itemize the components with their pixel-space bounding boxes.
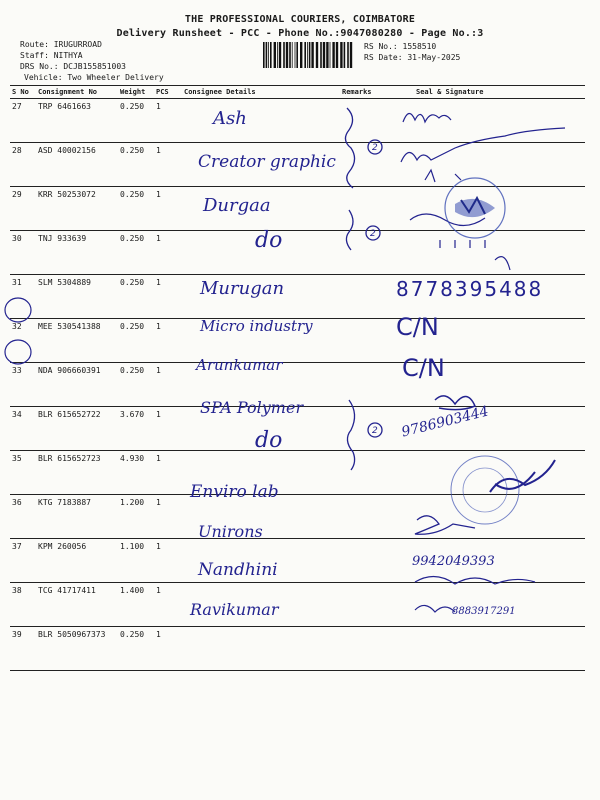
consignee-handwriting: Ash xyxy=(213,108,247,129)
barcode-image xyxy=(263,42,355,68)
signature-phone: 9942049393 xyxy=(412,554,495,569)
consignment-cell: MEE 530541388 xyxy=(36,319,118,363)
pcs-cell: 1 xyxy=(154,495,182,539)
weight-cell: 0.250 xyxy=(118,231,154,275)
table-header-row xyxy=(10,86,585,99)
serial-cell: 27 xyxy=(10,99,36,143)
consignment-cell: KTG 7183887 xyxy=(36,495,118,539)
consignee-handwriting: Enviro lab xyxy=(190,482,279,502)
consignee-handwriting: SPA Polymer xyxy=(200,398,304,417)
consignment-cell: KRR 50253072 xyxy=(36,187,118,231)
weight-cell: 0.250 xyxy=(118,627,154,671)
pcs-cell: 1 xyxy=(154,363,182,407)
remarks-cell xyxy=(340,583,396,627)
serial-cell: 32 xyxy=(10,319,36,363)
signature-cn: C/N xyxy=(396,313,439,341)
serial-cell: 37 xyxy=(10,539,36,583)
pcs-cell: 1 xyxy=(154,231,182,275)
consignment-cell: TRP 6461663 xyxy=(36,99,118,143)
consignee-handwriting: Micro industry xyxy=(200,317,313,335)
consignment-cell: TNJ 933639 xyxy=(36,231,118,275)
weight-cell: 0.250 xyxy=(118,187,154,231)
remarks-brackets xyxy=(335,100,395,480)
col-consignee: Consignee Details xyxy=(182,86,340,99)
runsheet-subtitle: Delivery Runsheet - PCC - Phone No.:9047080280 - Page No.:3 xyxy=(116,28,484,39)
col-consignment: Consignment No xyxy=(36,86,118,99)
col-pcs: PCS xyxy=(154,86,182,99)
consignee-cell xyxy=(182,627,340,671)
consignee-handwriting: Ravikumar xyxy=(190,600,279,619)
serial-cell: 31 xyxy=(10,275,36,319)
remark-mark: 2 xyxy=(370,229,376,239)
consignment-cell: SLM 5304889 xyxy=(36,275,118,319)
col-remarks: Remarks xyxy=(340,86,396,99)
consignment-cell: KPM 260056 xyxy=(36,539,118,583)
consignment-cell: BLR 615652723 xyxy=(36,451,118,495)
drs-label: DRS No.: DCJB155851003 xyxy=(20,62,126,71)
serial-cell: 29 xyxy=(10,187,36,231)
serial-cell: 36 xyxy=(10,495,36,539)
pcs-cell: 1 xyxy=(154,627,182,671)
weight-cell: 4.930 xyxy=(118,451,154,495)
weight-cell: 0.250 xyxy=(118,275,154,319)
serial-cell: 33 xyxy=(10,363,36,407)
signature-cell xyxy=(396,627,585,671)
serial-cell: 38 xyxy=(10,583,36,627)
serial-cell: 35 xyxy=(10,451,36,495)
remark-mark: 2 xyxy=(372,426,378,436)
col-signature: Seal & Signature xyxy=(396,86,585,99)
pcs-cell: 1 xyxy=(154,539,182,583)
weight-cell: 0.250 xyxy=(118,143,154,187)
pcs-cell: 1 xyxy=(154,99,182,143)
consignee-handwriting: Arunkumar xyxy=(196,356,283,374)
consignee-handwriting: Durgaa xyxy=(203,195,271,216)
consignee-handwriting: Unirons xyxy=(198,522,263,541)
serial-cell: 34 xyxy=(10,407,36,451)
pcs-cell: 1 xyxy=(154,407,182,451)
pcs-cell: 1 xyxy=(154,187,182,231)
consignment-cell: BLR 5050967373 xyxy=(36,627,118,671)
remarks-cell xyxy=(340,539,396,583)
weight-cell: 0.250 xyxy=(118,319,154,363)
consignee-handwriting: Murugan xyxy=(200,278,285,299)
pcs-cell: 1 xyxy=(154,143,182,187)
pcs-cell: 1 xyxy=(154,275,182,319)
pcs-cell: 1 xyxy=(154,583,182,627)
signature-cn: C/N xyxy=(402,354,445,382)
weight-cell: 0.250 xyxy=(118,363,154,407)
remarks-cell xyxy=(340,627,396,671)
route-label: Route: IRUGURROAD xyxy=(20,40,102,49)
weight-cell: 0.250 xyxy=(118,99,154,143)
consignee-handwriting: Nandhini xyxy=(198,560,278,580)
consignment-cell: ASD 40002156 xyxy=(36,143,118,187)
col-sno: S No xyxy=(10,86,36,99)
consignee-handwriting: do xyxy=(255,428,283,453)
pcs-cell: 1 xyxy=(154,451,182,495)
weight-cell: 1.400 xyxy=(118,583,154,627)
weight-cell: 1.200 xyxy=(118,495,154,539)
signature-phone: 8778395488 xyxy=(396,277,544,301)
consignment-cell: NDA 906660391 xyxy=(36,363,118,407)
col-weight: Weight xyxy=(118,86,154,99)
consignment-cell: TCG 41717411 xyxy=(36,583,118,627)
serial-cell: 30 xyxy=(10,231,36,275)
consignee-handwriting: do xyxy=(255,228,283,253)
serial-cell: 39 xyxy=(10,627,36,671)
weight-cell: 3.670 xyxy=(118,407,154,451)
consignment-cell: BLR 615652722 xyxy=(36,407,118,451)
remark-mark: 2 xyxy=(372,143,378,153)
staff-label: Staff: NITHYA xyxy=(20,51,83,60)
weight-cell: 1.100 xyxy=(118,539,154,583)
signature-phone: 8883917291 xyxy=(452,606,516,617)
consignee-cell xyxy=(182,99,340,143)
serial-cell: 28 xyxy=(10,143,36,187)
consignee-handwriting: Creator graphic xyxy=(198,152,336,172)
signature-phone: 9786903444 xyxy=(400,403,491,441)
remarks-cell xyxy=(340,495,396,539)
serial-circles xyxy=(2,290,38,370)
pcs-cell: 1 xyxy=(154,319,182,363)
table-row xyxy=(10,627,585,671)
rs-no-label: RS No.: 1558510 xyxy=(364,42,437,51)
company-title: THE PROFESSIONAL COURIERS, COIMBATORE xyxy=(184,14,416,25)
vehicle-label: Vehicle: Two Wheeler Delivery xyxy=(24,73,164,82)
rs-date-label: RS Date: 31-May-2025 xyxy=(364,53,461,62)
